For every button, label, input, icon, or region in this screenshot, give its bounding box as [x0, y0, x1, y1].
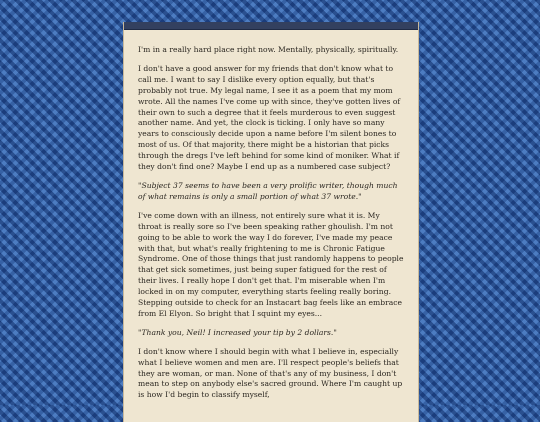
- post-paragraph: I don't have a good answer for my friends that don't know what to call me. I want to say I dislike every option equally, but that's probably not true. My legal name, I see it as a poem that my mom wrote. All the names I've come up with since, they've gotten lives of their own to such a degree that it feels murderous to even suggest another name. And yet, the clock is ticking. I only have so many years to consciously decide upon a name before I'm silent bones to most of us. Of that majority, there might be a historian that picks through the dregs I've left behind for some kind of moniker. What if they don't find one? Maybe I end up as a numbered case subject?: [138, 63, 401, 172]
- post-quote: "Thank you, Neil! I increased your tip by 2 dollars.": [138, 327, 337, 337]
- post-paragraph: I don't know where I should begin with what I believe in, especially what I believe women and men are. I'll respect people's beliefs that they are woman, or man. None of that's any of my business, I don't mean to step on anybody else's sacred ground. Where I'm caught up is how I'd begin to classify myself,: [138, 346, 403, 400]
- post-content: [124, 30, 418, 401]
- post-header-bar: [124, 22, 418, 30]
- blog-post: [123, 22, 419, 422]
- post-paragraph: I've come down with an illness, not entirely sure what it is. My throat is really sore so I've been speaking rather ghoulish. I'm not going to be able to work the way I do forever, I've made my peace with that, but what's really frightening to me is Chronic Fatigue Syndrome. One of those things that just randomly happens to people that get sick sometimes, just being super fatigued for the rest of their lives. I really hope I don't get that. I'm miserable when I'm locked in on my computer, everything starts feeling really boring. Stepping outside to check for an Instacart bag feels like an embrace from El Elyon. So bright that I squint my eyes...: [138, 210, 404, 318]
- post-quote: "Subject 37 seems to have been a very prolific writer, though much of what remains is only a small portion of what 37 wrote.": [138, 180, 398, 201]
- post-paragraph: I'm in a really hard place right now. Mentally, physically, spiritually.: [138, 45, 399, 54]
